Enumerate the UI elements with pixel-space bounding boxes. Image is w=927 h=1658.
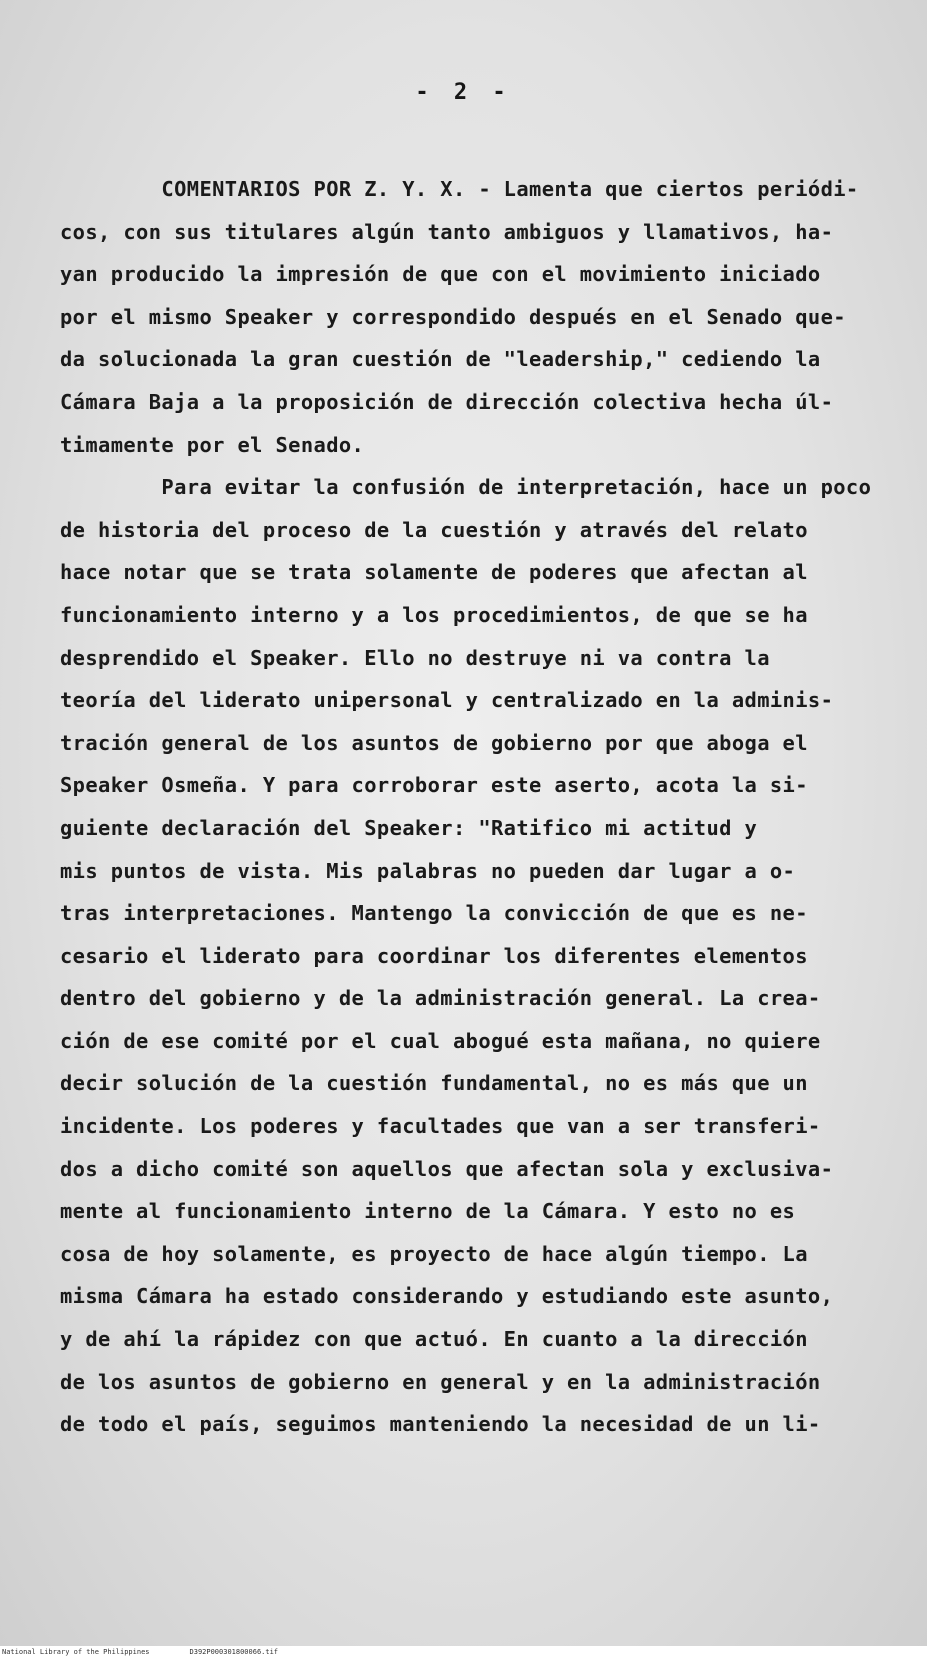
text-line: Para evitar la confusión de interpretación, hace un poco bbox=[60, 475, 872, 500]
text-line: cos, con sus titulares algún tanto ambiguos y llamativos, ha- bbox=[60, 219, 834, 244]
text-line: timamente por el Senado. bbox=[60, 432, 365, 457]
file-code: D392P000301800066.tif bbox=[189, 1648, 279, 1656]
text-line: yan producido la impresión de que con el movimiento iniciado bbox=[60, 262, 821, 287]
text-line: cosa de hoy solamente, es proyecto de hace algún tiempo. La bbox=[60, 1241, 808, 1266]
text-line: teoría del liderato unipersonal y centralizado en la adminis- bbox=[60, 688, 834, 713]
document-body bbox=[60, 168, 880, 1446]
library-credit: National Library of the Philippines bbox=[2, 1648, 150, 1656]
text-line: y de ahí la rápidez con que actuó. En cuanto a la dirección bbox=[60, 1327, 808, 1352]
text-line: de historia del proceso de la cuestión y através del relato bbox=[60, 517, 808, 542]
text-line: COMENTARIOS POR Z. Y. X. - Lamenta que ciertos periódi- bbox=[60, 177, 859, 201]
text-line: mis puntos de vista. Mis palabras no pueden dar lugar a o- bbox=[60, 858, 796, 883]
text-line: guiente declaración del Speaker: "Ratifico mi actitud y bbox=[60, 815, 758, 840]
text-line: Speaker Osmeña. Y para corroborar este aserto, acota la si- bbox=[60, 773, 808, 798]
text-line: decir solución de la cuestión fundamental, no es más que un bbox=[60, 1071, 808, 1096]
text-line: da solucionada la gran cuestión de "leadership," cediendo la bbox=[60, 347, 821, 372]
text-line: Cámara Baja a la proposición de dirección colectiva hecha úl- bbox=[60, 389, 834, 414]
text-line: desprendido el Speaker. Ello no destruye ni va contra la bbox=[60, 645, 770, 670]
text-line: mente al funcionamiento interno de la Cámara. Y esto no es bbox=[60, 1199, 796, 1224]
text-line: dentro del gobierno y de la administración general. La crea- bbox=[60, 986, 821, 1011]
text-line: tración general de los asuntos de gobierno por que aboga el bbox=[60, 730, 808, 755]
text-line: tras interpretaciones. Mantengo la convicción de que es ne- bbox=[60, 901, 808, 926]
text-line: hace notar que se trata solamente de poderes que afectan al bbox=[60, 560, 808, 585]
text-line: por el mismo Speaker y correspondido después en el Senado que- bbox=[60, 304, 846, 329]
text-line: misma Cámara ha estado considerando y estudiando este asunto, bbox=[60, 1284, 834, 1309]
text-line: funcionamiento interno y a los procedimientos, de que se ha bbox=[60, 602, 808, 627]
text-line: de los asuntos de gobierno en general y en la administración bbox=[60, 1369, 821, 1394]
page-number: - 2 - bbox=[415, 80, 512, 105]
scan-footer bbox=[0, 1646, 927, 1658]
text-line: ción de ese comité por el cual abogué esta mañana, no quiere bbox=[60, 1028, 821, 1053]
text-line: incidente. Los poderes y facultades que van a ser transferi- bbox=[60, 1114, 821, 1139]
text-line: de todo el país, seguimos manteniendo la necesidad de un li- bbox=[60, 1412, 821, 1437]
text-line: cesario el liderato para coordinar los diferentes elementos bbox=[60, 943, 808, 968]
text-line: dos a dicho comité son aquellos que afectan sola y exclusiva- bbox=[60, 1156, 834, 1181]
